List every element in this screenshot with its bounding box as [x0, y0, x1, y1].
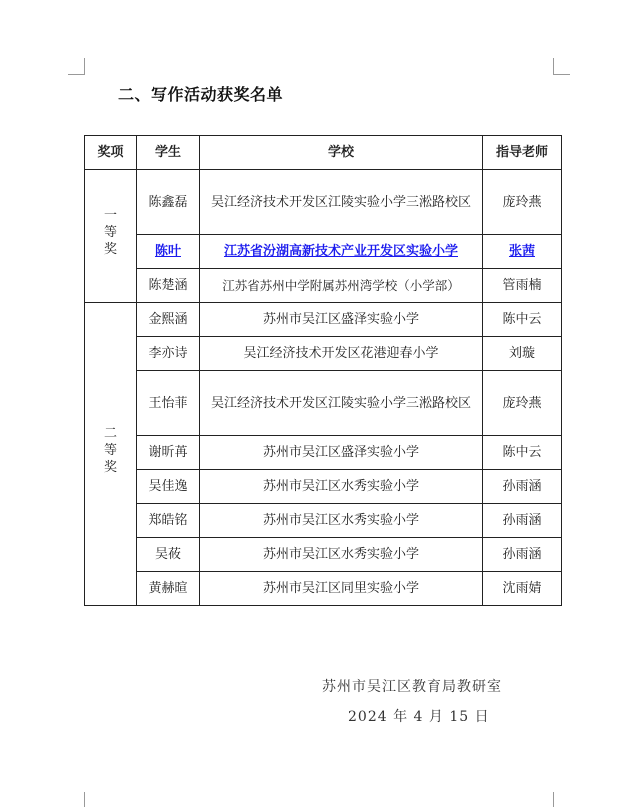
- table-row: [85, 337, 562, 371]
- table-row: [85, 303, 562, 337]
- teacher-cell: 孙雨涵: [483, 504, 562, 538]
- teacher-cell: 孙雨涵: [483, 470, 562, 504]
- table-row: [85, 371, 562, 436]
- student-cell: 黄赫暄: [137, 572, 200, 606]
- teacher-cell: [483, 235, 562, 269]
- table-header-row: [85, 136, 562, 170]
- crop-mark-top-right: [553, 58, 570, 75]
- table-row: [85, 170, 562, 235]
- section-heading: 二、写作活动获奖名单: [118, 85, 284, 104]
- header-student: 学生: [137, 136, 200, 170]
- student-cell: 陈楚涵: [137, 269, 200, 303]
- teacher-cell: 庞玲燕: [483, 170, 562, 235]
- issue-date: 2024 年 4 月 15 日: [348, 709, 490, 725]
- school-cell: 苏州市吴江区水秀实验小学: [200, 538, 483, 572]
- table-row: [85, 436, 562, 470]
- school-cell: 吴江经济技术开发区花港迎春小学: [200, 337, 483, 371]
- header-school: 学校: [200, 136, 483, 170]
- student-cell: 金熙涵: [137, 303, 200, 337]
- prize-first: 一等奖: [85, 170, 137, 303]
- issuing-organization: 苏州市吴江区教育局教研室: [322, 679, 502, 695]
- header-prize: 奖项: [85, 136, 137, 170]
- table-row: [85, 504, 562, 538]
- school-cell: 苏州市吴江区水秀实验小学: [200, 504, 483, 538]
- school-cell: 苏州市吴江区盛泽实验小学: [200, 303, 483, 337]
- school-cell: 吴江经济技术开发区江陵实验小学三淞路校区: [200, 371, 483, 436]
- school-cell: 苏州市吴江区水秀实验小学: [200, 470, 483, 504]
- school-link[interactable]: 江苏省汾湖高新技术产业开发区实验小学: [223, 244, 458, 259]
- prize-second: 二等奖: [85, 303, 137, 606]
- teacher-link[interactable]: 张茜: [508, 244, 535, 259]
- student-cell: 谢昕苒: [137, 436, 200, 470]
- table-row: [85, 269, 562, 303]
- teacher-cell: 陈中云: [483, 303, 562, 337]
- school-cell: 苏州市吴江区同里实验小学: [200, 572, 483, 606]
- table-row: [85, 572, 562, 606]
- student-cell: 李亦诗: [137, 337, 200, 371]
- school-cell: 江苏省苏州中学附属苏州湾学校（小学部）: [200, 269, 483, 303]
- teacher-cell: 管雨楠: [483, 269, 562, 303]
- school-cell: 吴江经济技术开发区江陵实验小学三淞路校区: [200, 170, 483, 235]
- crop-mark-top-left: [68, 58, 85, 75]
- teacher-cell: 沈雨婧: [483, 572, 562, 606]
- student-cell: 陈鑫磊: [137, 170, 200, 235]
- student-cell: 吴莜: [137, 538, 200, 572]
- school-cell: [200, 235, 483, 269]
- student-cell: 王怡菲: [137, 371, 200, 436]
- table-row: [85, 538, 562, 572]
- table-row: [85, 235, 562, 269]
- student-cell: 郑皓铭: [137, 504, 200, 538]
- crop-mark-bottom-right: [553, 792, 570, 807]
- crop-mark-bottom-left: [68, 792, 85, 807]
- table-row: [85, 470, 562, 504]
- school-cell: 苏州市吴江区盛泽实验小学: [200, 436, 483, 470]
- header-teacher: 指导老师: [483, 136, 562, 170]
- awards-table: [84, 135, 562, 606]
- student-link[interactable]: 陈叶: [154, 244, 181, 259]
- teacher-cell: 庞玲燕: [483, 371, 562, 436]
- teacher-cell: 陈中云: [483, 436, 562, 470]
- teacher-cell: 孙雨涵: [483, 538, 562, 572]
- student-cell: [137, 235, 200, 269]
- teacher-cell: 刘璇: [483, 337, 562, 371]
- student-cell: 吴佳逸: [137, 470, 200, 504]
